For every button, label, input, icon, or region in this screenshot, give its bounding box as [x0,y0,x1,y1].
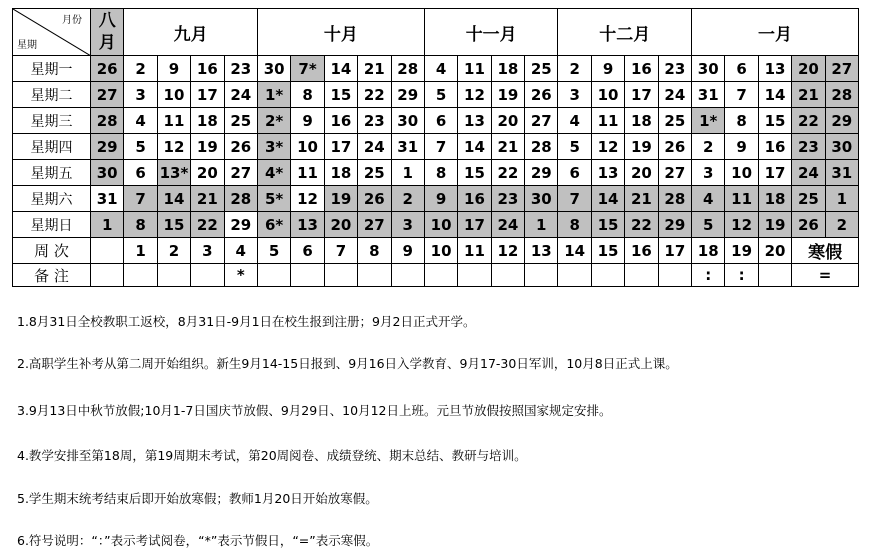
remark-cell [558,264,591,287]
date-cell: 16 [324,108,357,134]
date-cell: 20 [792,56,825,82]
date-cell: 3 [391,212,424,238]
school-calendar-table [12,8,859,287]
date-cell: 27 [658,160,691,186]
date-cell: 22 [191,212,224,238]
remark-cell [291,264,324,287]
date-cell: 21 [792,82,825,108]
date-cell: 10 [424,212,457,238]
date-cell: 17 [625,82,658,108]
date-cell: 29 [658,212,691,238]
date-cell: 18 [491,56,524,82]
remark-cell [257,264,290,287]
remark-cell: : [692,264,725,287]
date-cell: 2 [692,134,725,160]
weekday-label: 星期五 [13,160,91,186]
date-cell: 1* [692,108,725,134]
date-cell: 27 [358,212,391,238]
date-cell: 30 [91,160,124,186]
date-cell: 14 [591,186,624,212]
date-cell: 1 [391,160,424,186]
remark-cell [658,264,691,287]
weekday-row [13,186,859,212]
date-cell: 22 [358,82,391,108]
weekday-label: 星期三 [13,108,91,134]
remarks-row [13,264,859,287]
corner-weekday-label: 星期 [17,40,37,51]
date-cell: 2 [558,56,591,82]
date-cell: 26 [792,212,825,238]
corner-month-label: 月份 [62,15,82,26]
week-number-cell: 11 [458,238,491,264]
remark-cell [324,264,357,287]
week-number-cell: 13 [525,238,558,264]
date-cell: 26 [91,56,124,82]
week-number-cell: 1 [124,238,157,264]
remark-cell-empty [91,264,124,287]
remark-cell [358,264,391,287]
week-number-cell: 14 [558,238,591,264]
date-cell: 9 [591,56,624,82]
date-cell: 9 [424,186,457,212]
date-cell: 6 [725,56,758,82]
remark-cell [424,264,457,287]
date-cell: 19 [625,134,658,160]
weekday-label: 星期六 [13,186,91,212]
date-cell: 19 [758,212,791,238]
note-4: 4.教学安排至第18周，第19周期末考试，第20周阅卷、成绩登统、期末总结、教研与培训。 [17,448,527,463]
date-cell: 18 [191,108,224,134]
date-cell: 18 [625,108,658,134]
weekday-row [13,212,859,238]
date-cell: 24 [792,160,825,186]
note-2: 2.高职学生补考从第二周开始组织。新生9月14-15日报到、9月16日入学教育、9月17-30日军训，10月8日正式上课。 [17,356,678,371]
date-cell: 18 [758,186,791,212]
date-cell: 31 [692,82,725,108]
date-cell: 16 [191,56,224,82]
date-cell: 12 [291,186,324,212]
date-cell: 22 [792,108,825,134]
date-cell: 7 [725,82,758,108]
date-cell: 9 [725,134,758,160]
date-cell: 30 [825,134,858,160]
date-cell: 4 [124,108,157,134]
date-cell: 12 [591,134,624,160]
week-number-cell: 18 [692,238,725,264]
remark-cell: : [725,264,758,287]
date-cell: 19 [491,82,524,108]
date-cell: 25 [792,186,825,212]
date-cell: 4 [424,56,457,82]
date-cell: 15 [591,212,624,238]
date-cell: 27 [224,160,257,186]
date-cell: 28 [391,56,424,82]
date-cell: 12 [725,212,758,238]
month-header: 十一月 [424,9,558,56]
date-cell: 25 [525,56,558,82]
date-cell: 1 [825,186,858,212]
date-cell: 4 [692,186,725,212]
date-cell: 28 [525,134,558,160]
date-cell: 26 [658,134,691,160]
date-cell: 15 [324,82,357,108]
remark-cell [157,264,190,287]
date-cell: 2 [825,212,858,238]
date-cell: 5 [692,212,725,238]
date-cell: 27 [525,108,558,134]
date-cell: 17 [758,160,791,186]
remark-cell [124,264,157,287]
date-cell: 13 [758,56,791,82]
date-cell: 26 [224,134,257,160]
date-cell: 3 [558,82,591,108]
date-cell: 6 [558,160,591,186]
date-cell: 31 [825,160,858,186]
date-cell: 20 [491,108,524,134]
date-cell: 11 [725,186,758,212]
week-number-cell: 16 [625,238,658,264]
date-cell: 12 [157,134,190,160]
date-cell: 23 [658,56,691,82]
note-6: 6.符号说明：“：”表示考试阅卷，“*”表示节假日，“=”表示寒假。 [17,533,379,548]
date-cell: 25 [358,160,391,186]
date-cell: 23 [792,134,825,160]
weekday-row [13,82,859,108]
week-number-cell: 5 [257,238,290,264]
date-cell: 29 [391,82,424,108]
date-cell: 11 [591,108,624,134]
date-cell: 5 [558,134,591,160]
date-cell: 8 [124,212,157,238]
weekday-row [13,134,859,160]
month-header: 九月 [124,9,258,56]
remark-cell [525,264,558,287]
week-number-cell: 4 [224,238,257,264]
date-cell: 25 [658,108,691,134]
weekday-label: 星期二 [13,82,91,108]
date-cell: 10 [725,160,758,186]
date-cell: 30 [257,56,290,82]
date-cell: 16 [758,134,791,160]
date-cell: 1 [525,212,558,238]
date-cell: 8 [725,108,758,134]
week-number-cell: 2 [157,238,190,264]
date-cell: 29 [91,134,124,160]
date-cell: 23 [224,56,257,82]
date-cell: 28 [224,186,257,212]
date-cell: 21 [358,56,391,82]
weekday-row [13,56,859,82]
date-cell: 13 [591,160,624,186]
week-cell-empty [91,238,124,264]
remark-cell [591,264,624,287]
date-cell: 9 [291,108,324,134]
note-3: 3.9月13日中秋节放假;10月1-7日国庆节放假、9月29日、10月12日上班。元旦节放假按照国家规定安排。 [17,403,612,418]
remarks-row-label: 备 注 [13,264,91,287]
date-cell: 7 [124,186,157,212]
date-cell: 18 [324,160,357,186]
remark-cell [758,264,791,287]
date-cell: 5 [424,82,457,108]
date-cell: 11 [157,108,190,134]
date-cell: 11 [458,56,491,82]
date-cell: 8 [558,212,591,238]
date-cell: 30 [692,56,725,82]
date-cell: 30 [391,108,424,134]
remark-cell [625,264,658,287]
week-number-row [13,238,859,264]
date-cell: 26 [525,82,558,108]
date-cell: 6 [424,108,457,134]
date-cell: 6* [257,212,290,238]
remark-cell-winter: = [792,264,859,287]
week-number-cell: 19 [725,238,758,264]
date-cell: 8 [291,82,324,108]
week-number-cell: 20 [758,238,791,264]
weekday-row [13,160,859,186]
date-cell: 10 [591,82,624,108]
date-cell: 5* [257,186,290,212]
date-cell: 7* [291,56,324,82]
date-cell: 31 [391,134,424,160]
week-number-cell: 3 [191,238,224,264]
note-5: 5.学生期末统考结束后即开始放寒假；教师1月20日开始放寒假。 [17,491,378,506]
remark-cell: * [224,264,257,287]
date-cell: 31 [91,186,124,212]
winter-break-label: 寒假 [792,238,859,264]
week-number-cell: 6 [291,238,324,264]
week-number-cell: 17 [658,238,691,264]
date-cell: 15 [458,160,491,186]
date-cell: 20 [324,212,357,238]
corner-cell [13,9,91,56]
date-cell: 20 [625,160,658,186]
date-cell: 10 [157,82,190,108]
date-cell: 28 [825,82,858,108]
week-number-cell: 9 [391,238,424,264]
date-cell: 21 [191,186,224,212]
remark-cell [491,264,524,287]
date-cell: 13* [157,160,190,186]
date-cell: 14 [758,82,791,108]
date-cell: 24 [358,134,391,160]
date-cell: 29 [224,212,257,238]
date-cell: 3 [692,160,725,186]
date-cell: 8 [424,160,457,186]
date-cell: 3* [257,134,290,160]
date-cell: 29 [525,160,558,186]
date-cell: 17 [324,134,357,160]
date-cell: 3 [124,82,157,108]
date-cell: 28 [658,186,691,212]
month-header: 八 月 [91,9,124,56]
date-cell: 23 [358,108,391,134]
date-cell: 16 [625,56,658,82]
date-cell: 5 [124,134,157,160]
date-cell: 21 [491,134,524,160]
date-cell: 2 [391,186,424,212]
date-cell: 1 [91,212,124,238]
week-number-cell: 10 [424,238,457,264]
date-cell: 15 [758,108,791,134]
weekday-label: 星期一 [13,56,91,82]
date-cell: 24 [224,82,257,108]
date-cell: 15 [157,212,190,238]
date-cell: 24 [658,82,691,108]
month-header: 十二月 [558,9,692,56]
week-number-cell: 8 [358,238,391,264]
month-header-row [13,9,859,56]
week-row-label: 周 次 [13,238,91,264]
remark-cell [191,264,224,287]
date-cell: 2* [257,108,290,134]
date-cell: 30 [525,186,558,212]
week-number-cell: 7 [324,238,357,264]
date-cell: 7 [424,134,457,160]
date-cell: 19 [324,186,357,212]
date-cell: 1* [257,82,290,108]
date-cell: 22 [491,160,524,186]
date-cell: 21 [625,186,658,212]
date-cell: 22 [625,212,658,238]
note-1: 1.8月31日全校教职工返校，8月31日-9月1日在校生报到注册；9月2日正式开学。 [17,314,476,329]
date-cell: 14 [458,134,491,160]
date-cell: 23 [491,186,524,212]
date-cell: 13 [291,212,324,238]
week-number-cell: 15 [591,238,624,264]
date-cell: 28 [91,108,124,134]
remark-cell [458,264,491,287]
month-header: 一月 [692,9,859,56]
remark-cell [391,264,424,287]
date-cell: 27 [825,56,858,82]
date-cell: 14 [324,56,357,82]
date-cell: 12 [458,82,491,108]
date-cell: 4* [257,160,290,186]
weekday-label: 星期日 [13,212,91,238]
week-number-cell: 12 [491,238,524,264]
date-cell: 17 [458,212,491,238]
date-cell: 20 [191,160,224,186]
date-cell: 2 [124,56,157,82]
date-cell: 26 [358,186,391,212]
weekday-row [13,108,859,134]
weekday-label: 星期四 [13,134,91,160]
date-cell: 29 [825,108,858,134]
date-cell: 17 [191,82,224,108]
date-cell: 13 [458,108,491,134]
date-cell: 4 [558,108,591,134]
date-cell: 25 [224,108,257,134]
date-cell: 19 [191,134,224,160]
date-cell: 24 [491,212,524,238]
date-cell: 14 [157,186,190,212]
date-cell: 7 [558,186,591,212]
date-cell: 6 [124,160,157,186]
date-cell: 10 [291,134,324,160]
date-cell: 16 [458,186,491,212]
month-header: 十月 [257,9,424,56]
date-cell: 9 [157,56,190,82]
date-cell: 11 [291,160,324,186]
date-cell: 27 [91,82,124,108]
